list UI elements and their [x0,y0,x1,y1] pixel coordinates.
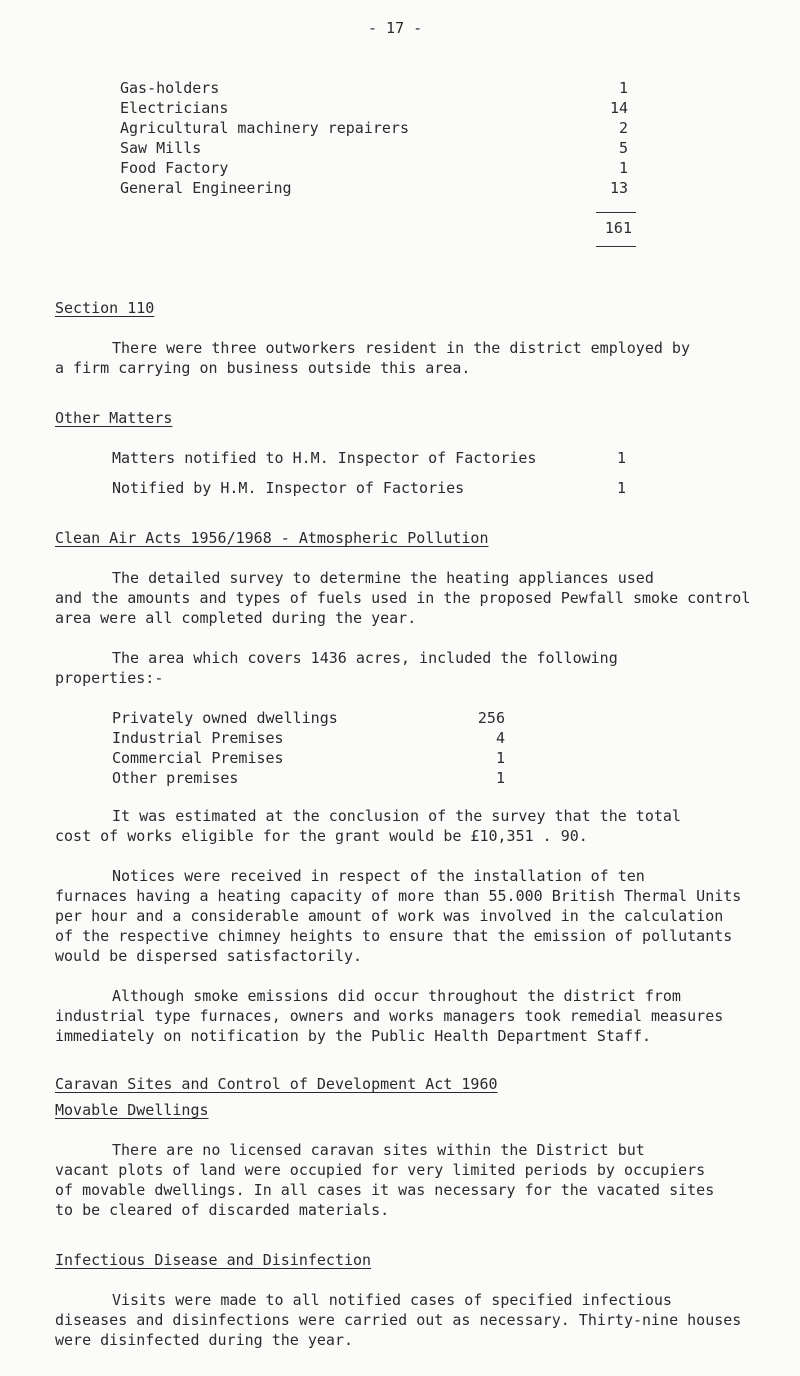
section-110-line: a firm carrying on business outside this area. [55,359,471,377]
property-label: Other premises [112,769,239,787]
clean-air-para4-line: of the respective chimney heights to ensure that the emission of pollutants [55,927,733,945]
property-value: 1 [495,769,505,787]
caravan-para-line: of movable dwellings. In all cases it was necessary for the vacated sites [55,1181,715,1199]
trade-value: 13 [609,179,628,197]
trade-label: Saw Mills [120,139,202,157]
clean-air-para4-line: Notices were received in respect of the installation of ten [112,867,645,885]
clean-air-para5-line: immediately on notification by the Public Health Department Staff. [55,1027,652,1045]
trade-value: 2 [618,119,628,137]
property-label: Privately owned dwellings [112,709,338,727]
infectious-para-line: Visits were made to all notified cases of specified infectious [112,1291,672,1309]
clean-air-para4-line: furnaces having a heating capacity of more than 55.000 British Thermal Units [55,887,742,905]
clean-air-para1-line: and the amounts and types of fuels used in the proposed Pewfall smoke control [55,589,751,607]
property-value: 256 [477,709,505,727]
trade-value: 1 [618,79,628,97]
clean-air-para1-line: The detailed survey to determine the heating appliances used [112,569,654,587]
clean-air-para4-line: would be dispersed satisfactorily. [55,947,363,965]
other-matters-item-label: Notified by H.M. Inspector of Factories [112,479,465,497]
caravan-para-line: There are no licensed caravan sites within the District but [112,1141,645,1159]
caravan-para-line: vacant plots of land were occupied for very limited periods by occupiers [55,1161,706,1179]
infectious-para-line: diseases and disinfections were carried out as necessary. Thirty-nine houses [55,1311,742,1329]
trade-value: 5 [618,139,628,157]
caravan-heading: Caravan Sites and Control of Development Act 1960 [55,1075,498,1093]
trade-value: 14 [609,99,628,117]
clean-air-heading: Clean Air Acts 1956/1968 - Atmospheric Pollution [55,529,489,547]
trade-label: Gas-holders [120,79,220,97]
infectious-heading: Infectious Disease and Disinfection [55,1251,372,1269]
caravan-para-line: to be cleared of discarded materials. [55,1201,390,1219]
clean-air-para2-line: properties:- [55,669,164,687]
property-label: Commercial Premises [112,749,284,767]
other-matters-item-value: 1 [616,479,626,497]
section-110-heading: Section 110 [55,299,155,317]
clean-air-para2-line: The area which covers 1436 acres, included the following [112,649,618,667]
clean-air-para1-line: area were all completed during the year. [55,609,417,627]
total-rule-top [596,212,636,213]
clean-air-para4-line: per hour and a considerable amount of work was involved in the calculation [55,907,724,925]
other-matters-heading: Other Matters [55,409,173,427]
trade-label: Electricians [120,99,229,117]
total-rule-bottom [596,246,636,247]
property-label: Industrial Premises [112,729,284,747]
caravan-subheading: Movable Dwellings [55,1101,209,1119]
trades-total: 161 [604,219,632,237]
clean-air-para3-line: cost of works eligible for the grant would be £10,351 . 90. [55,827,588,845]
trade-value: 1 [618,159,628,177]
trade-label: Food Factory [120,159,229,177]
other-matters-item-label: Matters notified to H.M. Inspector of Factories [112,449,537,467]
clean-air-para5-line: industrial type furnaces, owners and works managers took remedial measures [55,1007,724,1025]
section-110-line: There were three outworkers resident in the district employed by [112,339,690,357]
property-value: 4 [495,729,505,747]
clean-air-para3-line: It was estimated at the conclusion of the survey that the total [112,807,681,825]
trade-label: General Engineering [120,179,292,197]
clean-air-para5-line: Although smoke emissions did occur throughout the district from [112,987,681,1005]
page-number: - 17 - [368,19,423,37]
infectious-para-line: were disinfected during the year. [55,1331,354,1349]
trade-label: Agricultural machinery repairers [120,119,409,137]
other-matters-item-value: 1 [616,449,626,467]
property-value: 1 [495,749,505,767]
